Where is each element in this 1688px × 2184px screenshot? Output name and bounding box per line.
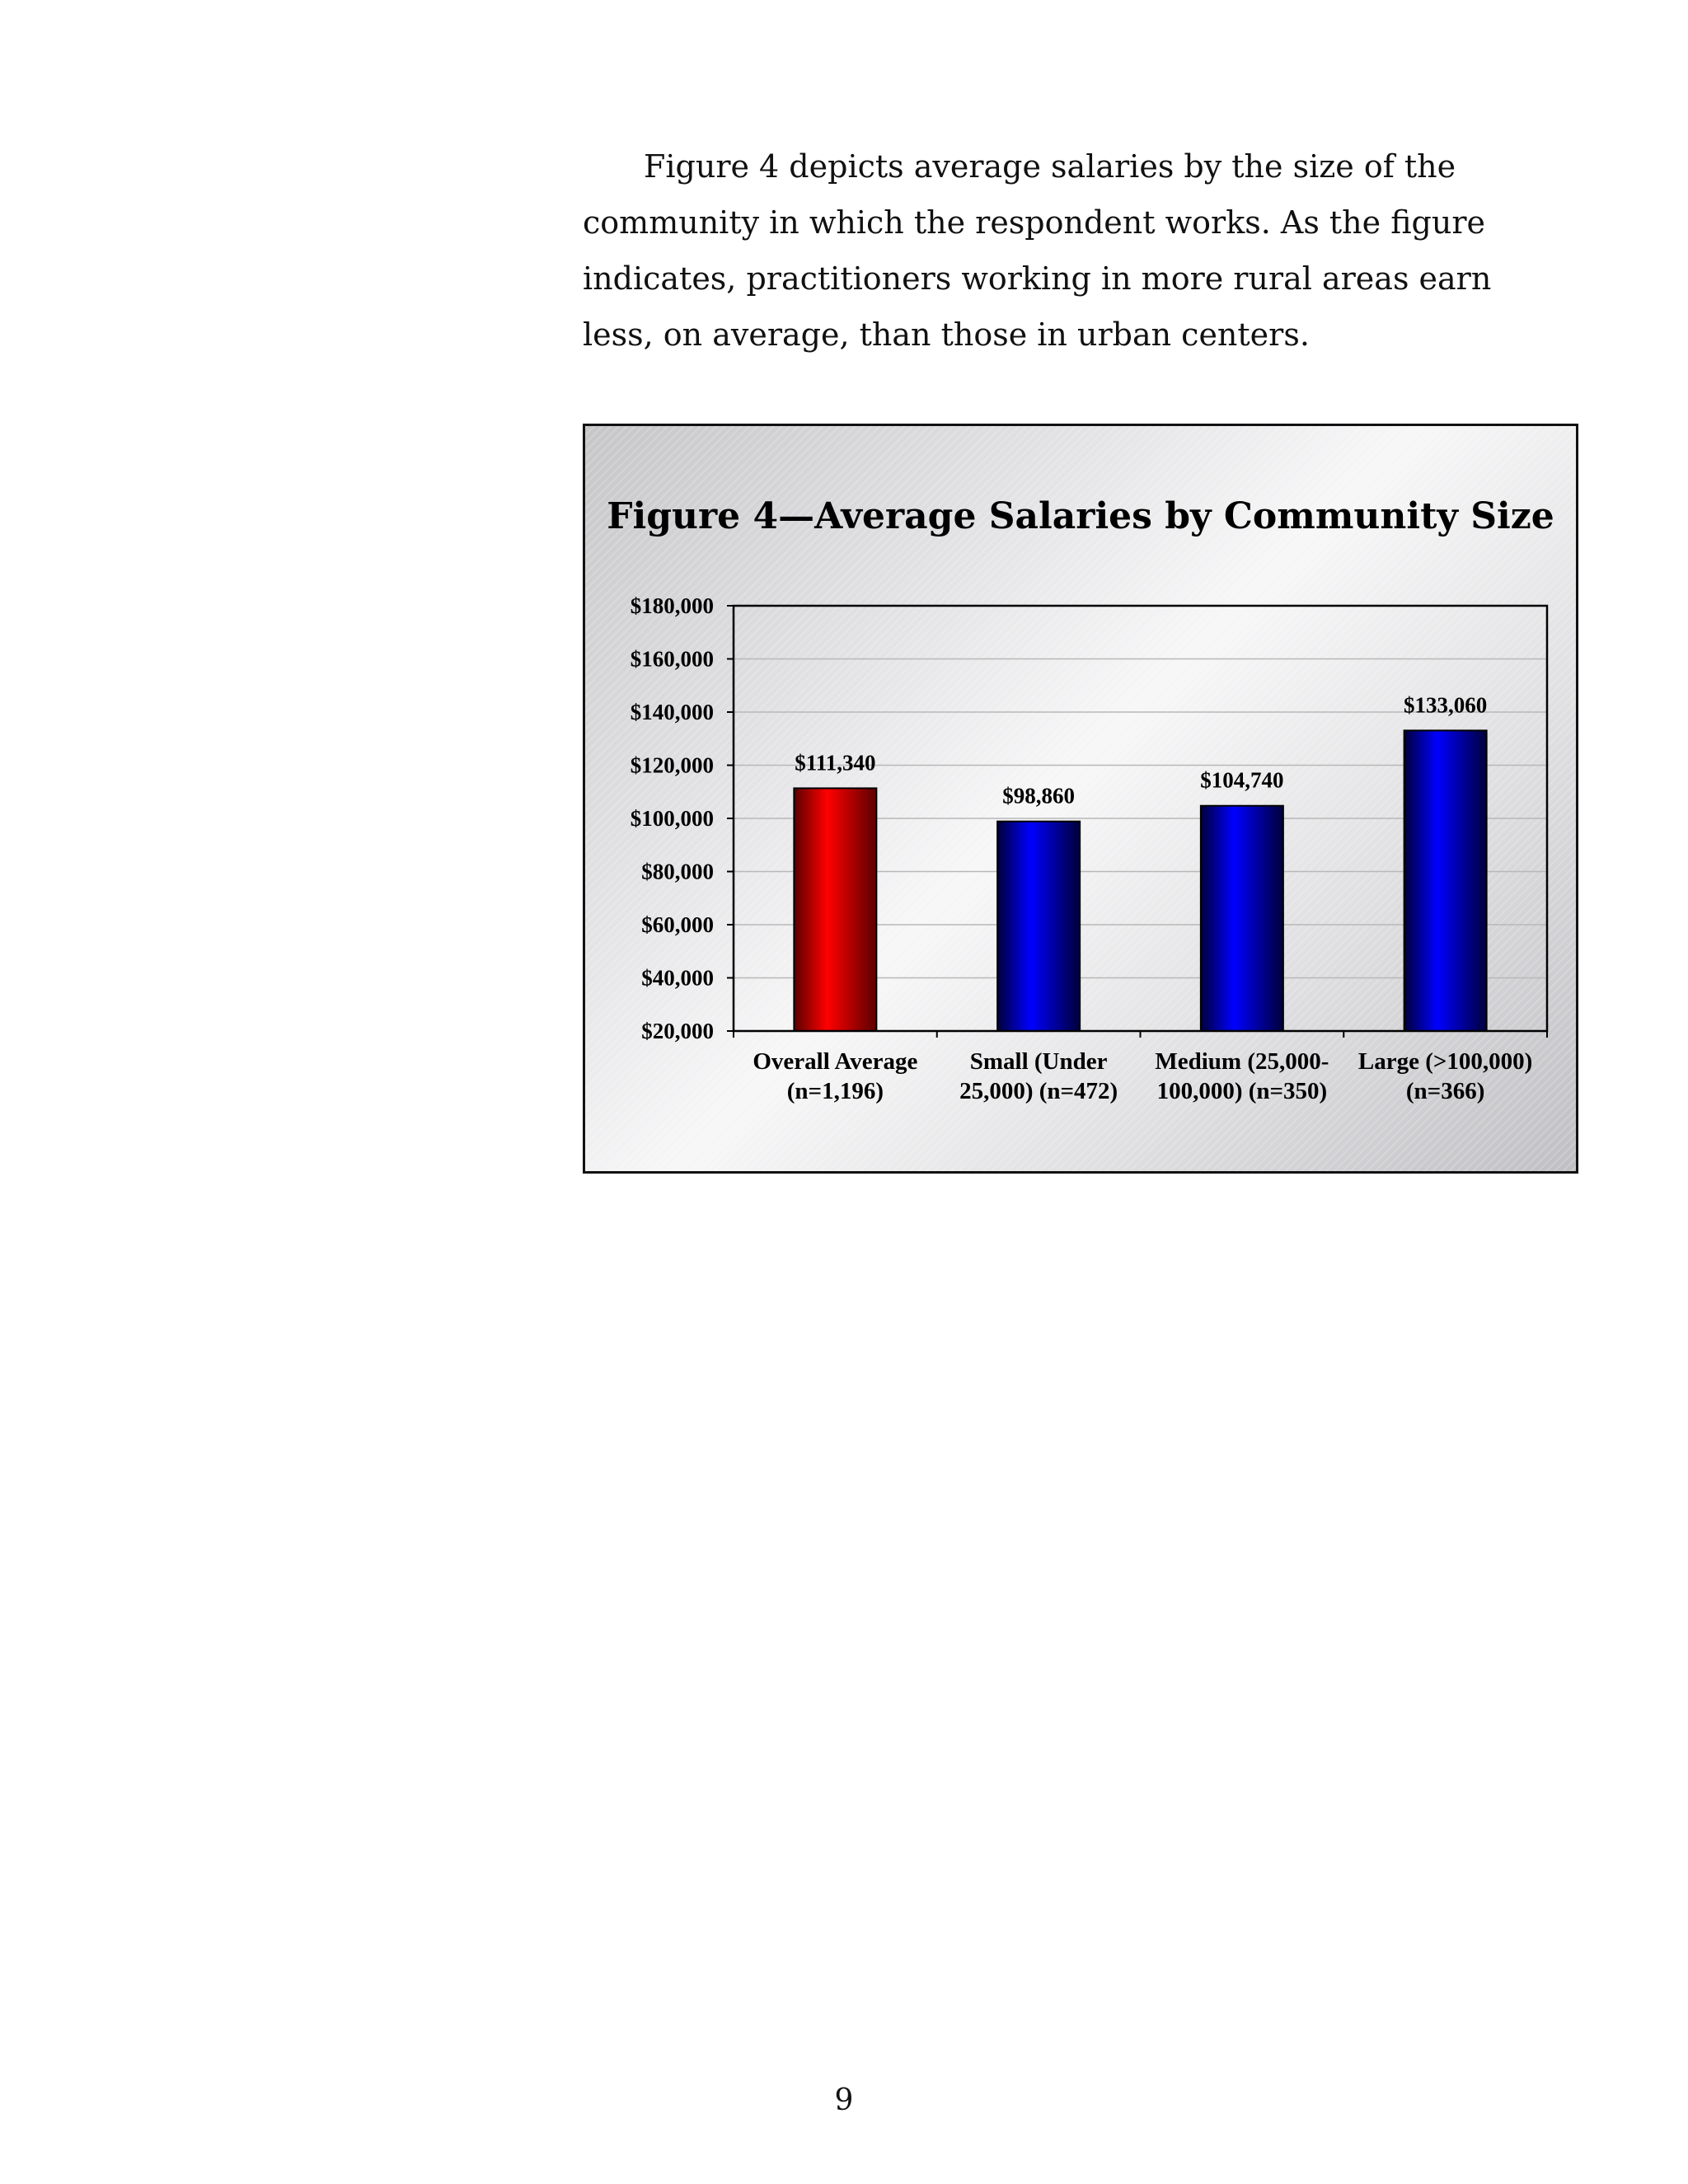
data-label: $98,860 bbox=[1002, 783, 1075, 808]
x-tick-label: Medium (25,000- bbox=[1155, 1048, 1329, 1075]
bar bbox=[1404, 730, 1487, 1031]
y-tick-label: $160,000 bbox=[630, 646, 714, 672]
page-number: 9 bbox=[834, 2083, 854, 2117]
y-tick-label: $120,000 bbox=[630, 752, 714, 778]
y-tick-label: $20,000 bbox=[641, 1019, 714, 1043]
chart-title: Figure 4—Average Salaries by Community Size bbox=[607, 495, 1554, 537]
bar-chart bbox=[585, 426, 1576, 1171]
bars bbox=[794, 730, 1486, 1031]
y-tick-label: $180,000 bbox=[630, 593, 714, 618]
labels bbox=[631, 593, 1533, 1104]
bar-highlight bbox=[794, 788, 876, 1031]
y-tick-label: $40,000 bbox=[641, 965, 714, 991]
x-tick-label: Overall Average bbox=[753, 1048, 918, 1075]
y-tick-label: $80,000 bbox=[641, 859, 714, 884]
data-label: $104,740 bbox=[1200, 767, 1284, 793]
data-label: $133,060 bbox=[1404, 692, 1488, 718]
bar bbox=[997, 822, 1080, 1031]
x-tick-label: Small (Under bbox=[969, 1048, 1108, 1075]
x-tick-label: (n=1,196) bbox=[786, 1078, 884, 1104]
x-tick-label: 25,000) (n=472) bbox=[959, 1078, 1118, 1104]
body-paragraph: Figure 4 depicts average salaries by the size of the community in which the respondent works. As the figure indicates, practitioners working in more rural areas earn less, on average, than those in urban centers. bbox=[583, 148, 1492, 353]
figure-4-chart bbox=[583, 424, 1578, 1174]
data-label: $111,340 bbox=[795, 750, 876, 776]
x-tick-label: Large (>100,000) bbox=[1357, 1048, 1533, 1075]
bar bbox=[1201, 806, 1283, 1031]
x-tick-label: 100,000) (n=350) bbox=[1156, 1078, 1328, 1104]
y-tick-label: $140,000 bbox=[630, 700, 714, 724]
x-tick-label: (n=366) bbox=[1405, 1078, 1485, 1104]
y-tick-label: $100,000 bbox=[630, 806, 714, 831]
y-tick-label: $60,000 bbox=[641, 912, 714, 937]
